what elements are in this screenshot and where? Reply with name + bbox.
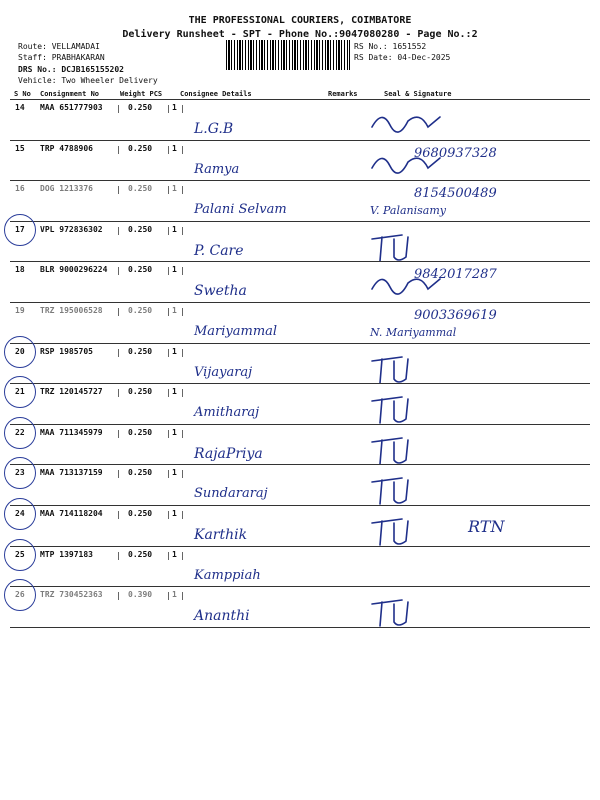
row-rule bbox=[10, 424, 590, 425]
col-weight-pcs: Weight PCS bbox=[120, 90, 163, 98]
column-tick bbox=[118, 511, 119, 519]
weight-value: 0.250 bbox=[128, 509, 153, 518]
weight-value: 0.250 bbox=[128, 143, 153, 153]
consignment-number: RSP 1985705 bbox=[40, 346, 93, 356]
row-rule bbox=[10, 627, 590, 628]
row-rule bbox=[10, 140, 590, 141]
consignee-name: Sundararaj bbox=[194, 486, 268, 502]
column-tick bbox=[118, 592, 119, 600]
weight-value: 0.250 bbox=[128, 346, 153, 356]
column-tick bbox=[168, 308, 169, 316]
col-sno: S No bbox=[14, 90, 31, 98]
weight-value: 0.250 bbox=[128, 306, 153, 315]
weight-value: 0.250 bbox=[128, 265, 153, 275]
column-tick bbox=[118, 308, 119, 316]
pcs-value: 1 bbox=[172, 306, 177, 315]
column-tick bbox=[182, 105, 183, 113]
row-sno: 18 bbox=[15, 265, 25, 275]
pcs-value: 1 bbox=[172, 549, 177, 559]
consignee-name: Palani Selvam bbox=[194, 202, 287, 218]
weight-value: 0.250 bbox=[128, 427, 153, 437]
column-tick bbox=[118, 430, 119, 438]
row-rule bbox=[10, 383, 590, 384]
rs-date: RS Date: 04-Dec-2025 bbox=[354, 53, 451, 62]
sno-circle-mark bbox=[4, 336, 36, 368]
sno-circle-mark bbox=[4, 539, 36, 571]
column-tick bbox=[118, 470, 119, 478]
signature-mark bbox=[368, 470, 444, 508]
row-sno: 25 bbox=[15, 549, 25, 559]
pcs-value: 1 bbox=[172, 265, 177, 275]
row-rule bbox=[10, 180, 590, 181]
column-tick bbox=[118, 552, 119, 560]
company-title: THE PROFESSIONAL COURIERS, COIMBATORE bbox=[188, 15, 412, 26]
weight-value: 0.250 bbox=[128, 184, 153, 194]
column-tick bbox=[118, 227, 119, 235]
row-rule bbox=[10, 343, 590, 344]
weight-value: 0.250 bbox=[128, 224, 153, 234]
vehicle-label: Vehicle: Two Wheeler Delivery bbox=[18, 76, 158, 85]
sno-circle-mark bbox=[4, 214, 36, 246]
consignee-name: L.G.B bbox=[194, 121, 234, 137]
consignee-name: Amitharaj bbox=[194, 405, 260, 421]
row-sno: 23 bbox=[15, 468, 25, 478]
weight-value: 0.250 bbox=[128, 387, 153, 397]
handwritten-phone: 9680937328 bbox=[414, 145, 497, 161]
column-tick bbox=[182, 349, 183, 357]
column-tick bbox=[168, 511, 169, 519]
column-tick bbox=[168, 186, 169, 194]
row-rule bbox=[10, 221, 590, 222]
handwritten-phone: 8154500489 bbox=[414, 186, 497, 202]
column-tick bbox=[118, 105, 119, 113]
column-tick bbox=[168, 430, 169, 438]
column-tick bbox=[182, 511, 183, 519]
signature-mark bbox=[368, 227, 444, 265]
column-tick bbox=[118, 389, 119, 397]
weight-value: 0.250 bbox=[128, 103, 153, 112]
remark-rtn: RTN bbox=[468, 517, 505, 536]
consignment-number: MAA 651777903 bbox=[40, 103, 103, 112]
pcs-value: 1 bbox=[172, 387, 177, 397]
consignment-number: VPL 972836302 bbox=[40, 224, 103, 234]
consignment-number: MAA 713137159 bbox=[40, 468, 103, 478]
consignment-number: BLR 9000296224 bbox=[40, 265, 108, 275]
column-tick bbox=[182, 267, 183, 275]
column-tick bbox=[168, 470, 169, 478]
consignment-number: TRZ 730452363 bbox=[40, 590, 103, 600]
column-tick bbox=[182, 470, 183, 478]
column-tick bbox=[182, 430, 183, 438]
rs-number: RS No.: 1651552 bbox=[354, 42, 427, 51]
consignee-name: Ananthi bbox=[194, 608, 250, 625]
row-rule bbox=[10, 302, 590, 303]
signature-mark bbox=[368, 267, 444, 305]
signature-mark bbox=[368, 389, 444, 427]
row-sno: 20 bbox=[15, 346, 25, 356]
signature-mark bbox=[368, 430, 444, 468]
row-rule bbox=[10, 546, 590, 547]
consignee-name: Karthik bbox=[194, 527, 248, 543]
column-tick bbox=[168, 146, 169, 154]
column-tick bbox=[168, 227, 169, 235]
consignment-number: MTP 1397183 bbox=[40, 549, 93, 559]
column-tick bbox=[182, 186, 183, 194]
handwritten-phone: 9842017287 bbox=[414, 267, 497, 283]
drs-number: DRS No.: DCJB165155202 bbox=[18, 65, 124, 74]
pcs-value: 1 bbox=[172, 224, 177, 234]
pcs-value: 1 bbox=[172, 103, 177, 112]
column-tick bbox=[118, 186, 119, 194]
column-tick bbox=[168, 267, 169, 275]
runsheet-title: Delivery Runsheet - SPT - Phone No.:9047080280 - Page No.:2 bbox=[122, 29, 478, 40]
column-tick bbox=[168, 389, 169, 397]
weight-value: 0.390 bbox=[128, 590, 153, 600]
column-tick bbox=[182, 552, 183, 560]
route-label: Route: VELLAMADAI bbox=[18, 42, 100, 51]
pcs-value: 1 bbox=[172, 468, 177, 478]
row-sno: 17 bbox=[15, 224, 25, 234]
weight-value: 0.250 bbox=[128, 549, 153, 559]
column-tick bbox=[182, 227, 183, 235]
row-rule bbox=[10, 464, 590, 465]
sno-circle-mark bbox=[4, 498, 36, 530]
col-remarks: Remarks bbox=[328, 90, 358, 98]
row-sno: 21 bbox=[15, 387, 25, 397]
header-rule bbox=[10, 99, 590, 100]
consignment-number: TRZ 195006528 bbox=[40, 306, 103, 315]
barcode bbox=[226, 40, 350, 70]
consignment-number: MAA 714118204 bbox=[40, 509, 103, 518]
pcs-value: 1 bbox=[172, 346, 177, 356]
signature-mark bbox=[368, 146, 444, 184]
row-sno: 24 bbox=[15, 509, 25, 518]
pcs-value: 1 bbox=[172, 590, 177, 600]
signature-text: N. Mariyammal bbox=[370, 326, 457, 339]
row-sno: 16 bbox=[15, 184, 25, 194]
row-rule bbox=[10, 586, 590, 587]
signature-mark bbox=[368, 511, 444, 549]
signature-text: V. Palanisamy bbox=[370, 204, 447, 218]
consignee-name: Kamppiah bbox=[194, 567, 261, 583]
pcs-value: 1 bbox=[172, 427, 177, 437]
column-tick bbox=[182, 146, 183, 154]
handwritten-phone: 9003369619 bbox=[414, 308, 497, 323]
row-sno: 22 bbox=[15, 427, 25, 437]
signature-mark bbox=[368, 592, 444, 630]
row-sno: 14 bbox=[15, 103, 25, 112]
row-rule bbox=[10, 505, 590, 506]
consignee-name: Vijayaraj bbox=[194, 364, 253, 380]
consignment-number: MAA 711345979 bbox=[40, 427, 103, 437]
col-seal-signature: Seal & Signature bbox=[384, 90, 452, 98]
consignee-name: Mariyammal bbox=[194, 324, 278, 339]
consignment-number: TRP 4788906 bbox=[40, 143, 93, 153]
row-sno: 26 bbox=[15, 590, 25, 600]
consignee-name: Swetha bbox=[194, 283, 247, 300]
column-tick bbox=[182, 389, 183, 397]
sno-circle-mark bbox=[4, 579, 36, 611]
staff-label: Staff: PRABHAKARAN bbox=[18, 53, 105, 62]
column-tick bbox=[182, 308, 183, 316]
consignee-name: P. Care bbox=[194, 242, 244, 259]
column-tick bbox=[168, 552, 169, 560]
sno-circle-mark bbox=[4, 417, 36, 449]
pcs-value: 1 bbox=[172, 509, 177, 518]
row-rule bbox=[10, 261, 590, 262]
column-tick bbox=[118, 146, 119, 154]
signature-mark bbox=[368, 105, 444, 143]
column-tick bbox=[118, 267, 119, 275]
sno-circle-mark bbox=[4, 457, 36, 489]
consignee-name: Ramya bbox=[194, 161, 240, 177]
column-tick bbox=[168, 349, 169, 357]
col-consignee: Consignee Details bbox=[180, 90, 252, 98]
row-sno: 19 bbox=[15, 306, 25, 315]
column-tick bbox=[168, 592, 169, 600]
consignment-number: TRZ 120145727 bbox=[40, 387, 103, 397]
signature-mark bbox=[368, 349, 444, 387]
weight-value: 0.250 bbox=[128, 468, 153, 478]
pcs-value: 1 bbox=[172, 184, 177, 194]
column-tick bbox=[168, 105, 169, 113]
col-consignment: Consignment No bbox=[40, 90, 100, 98]
pcs-value: 1 bbox=[172, 143, 177, 153]
row-sno: 15 bbox=[15, 143, 25, 153]
sno-circle-mark bbox=[4, 376, 36, 408]
column-tick bbox=[182, 592, 183, 600]
column-tick bbox=[118, 349, 119, 357]
consignee-name: RajaPriya bbox=[194, 445, 263, 462]
consignment-number: DOG 1213376 bbox=[40, 184, 93, 194]
